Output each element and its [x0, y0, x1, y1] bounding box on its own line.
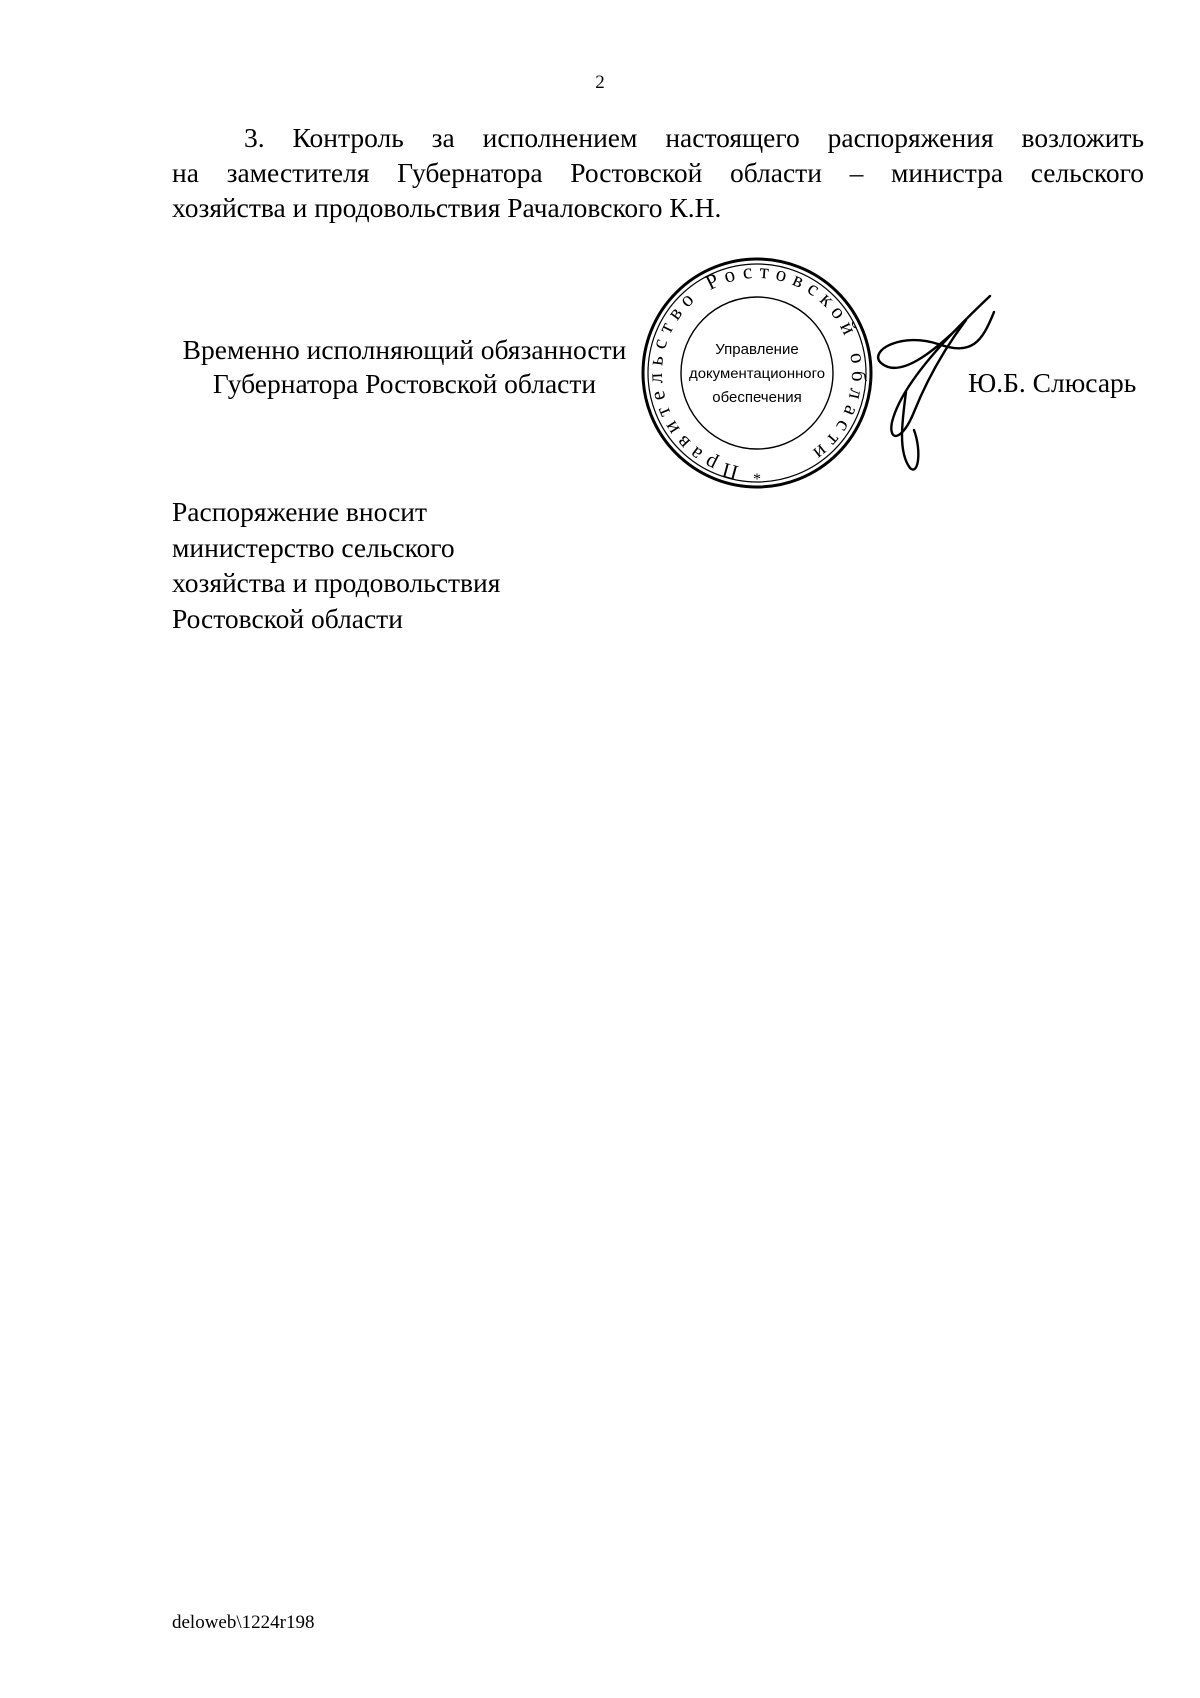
stamp-inner-line: Управление — [715, 341, 799, 358]
stamp-star: * — [753, 471, 761, 488]
submitted-by-line: министерство сельского — [172, 531, 455, 563]
signatory-position-line: Губернатора Ростовской области — [212, 368, 597, 399]
signatory-position — [172, 333, 637, 401]
paragraph-line: на заместителя Губернатора Ростовской области – министра сельского — [172, 157, 1144, 188]
stamp-outer-text: Правительство Ростовской области — [642, 258, 872, 485]
stamp-inner-line: обеспечения — [712, 389, 802, 406]
footer-document-code: deloweb\1224r198 — [172, 1612, 315, 1633]
submitted-by-line: хозяйства и продовольствия — [172, 567, 501, 598]
paragraph-line: хозяйства и продовольствия Рачаловского К.Н. — [172, 192, 722, 223]
signatory-name: Ю.Б. Слюсарь — [968, 367, 1137, 398]
signatory-position-line: Временно исполняющий обязанности — [182, 334, 627, 365]
submitted-by — [172, 494, 500, 636]
submitted-by-line: Распоряжение вносит — [172, 496, 428, 527]
stamp-inner-line: документационного — [689, 365, 826, 381]
submitted-by-line: Ростовской области — [172, 602, 403, 634]
paragraph-line: 3. Контроль за исполнением настоящего распоряжения возложить — [244, 122, 1144, 153]
paragraph-3 — [172, 120, 1144, 225]
official-stamp — [640, 256, 874, 490]
page-number: 2 — [595, 72, 605, 93]
